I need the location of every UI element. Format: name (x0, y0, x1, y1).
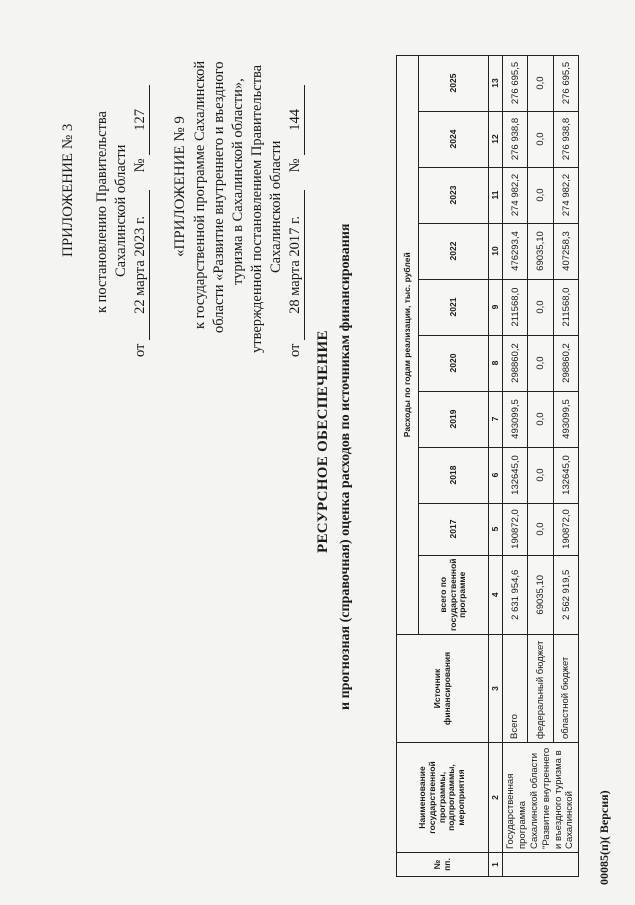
value-cell: 0,0 (528, 279, 553, 335)
header-year: 2025 (419, 55, 489, 111)
appendix9-title: «ПРИЛОЖЕНИЕ № 9 (172, 116, 188, 257)
col-number: 11 (489, 167, 503, 223)
col-number: 8 (489, 335, 503, 391)
source-cell: федеральный бюджет (528, 635, 553, 743)
appendix9-line4: утвержденной постановлением Правительства (249, 64, 265, 353)
resource-table (396, 55, 579, 877)
col-number: 12 (489, 111, 503, 167)
value-cell: 0,0 (528, 503, 553, 555)
col-number: 2 (489, 743, 503, 853)
header-year: 2019 (419, 391, 489, 447)
appendix9-line2: области «Развитие внутреннего и въездного (211, 61, 227, 333)
value-cell: 276 695,5 (553, 55, 578, 111)
value-cell: 0,0 (528, 335, 553, 391)
page-title: РЕСУРСНОЕ ОБЕСПЕЧЕНИЕ (315, 330, 331, 553)
value-cell: 2 562 919,5 (553, 555, 578, 634)
value-cell: 132645,0 (553, 447, 578, 503)
program-name: Государственная программа Сахалинской области "Развитие внутреннего и въездного туризма в Сахалинской (503, 743, 579, 853)
value-cell: 0,0 (528, 55, 553, 111)
value-cell: 211568,0 (503, 279, 528, 335)
row-num-cell (503, 853, 579, 877)
col-number: 7 (489, 391, 503, 447)
value-cell: 0,0 (528, 111, 553, 167)
header-expenses-group: Расходы по годам реализации, тыс. рублей (397, 55, 419, 634)
appendix9-from-label: от (287, 343, 303, 357)
value-cell: 298860,2 (503, 335, 528, 391)
value-cell: 211568,0 (553, 279, 578, 335)
value-cell: 0,0 (528, 447, 553, 503)
header-year: 2018 (419, 447, 489, 503)
appendix9-line5: Сахалинской области (268, 140, 284, 273)
header-year: 2023 (419, 167, 489, 223)
value-cell: 0,0 (528, 391, 553, 447)
value-cell: 132645,0 (503, 447, 528, 503)
col-number: 3 (489, 635, 503, 743)
appendix9-date-row (287, 85, 305, 357)
header-total: всего по государственной программе (419, 555, 489, 634)
col-number: 10 (489, 223, 503, 279)
appendix3-line2: Сахалинской области (113, 144, 129, 277)
appendix3-from-label: от (132, 343, 148, 357)
col-number: 4 (489, 555, 503, 634)
appendix3-date: 22 марта 2023 г. (132, 190, 150, 340)
value-cell: 274 982,2 (553, 167, 578, 223)
value-cell: 274 982,2 (503, 167, 528, 223)
value-cell: 2 631 954,6 (503, 555, 528, 634)
table-row (503, 55, 528, 876)
appendix9-line3: туризма в Сахалинской области», (230, 78, 246, 285)
appendix9-line1: к государственной программе Сахалинской (192, 60, 208, 329)
header-year: 2024 (419, 111, 489, 167)
header-year: 2022 (419, 223, 489, 279)
appendix3-date-row (132, 85, 150, 357)
header-num: № пп. (397, 853, 489, 877)
appendix9-number: 144 (287, 85, 305, 155)
value-cell: 493099,5 (503, 391, 528, 447)
value-cell: 0,0 (528, 167, 553, 223)
source-cell: областной бюджет (553, 635, 578, 743)
page-subtitle: и прогнозная (справочная) оценка расходов по источникам финансирования (338, 223, 353, 710)
col-number: 9 (489, 279, 503, 335)
appendix9-date: 28 марта 2017 г. (287, 190, 305, 340)
appendix3-number: 127 (132, 85, 150, 155)
value-cell: 407258,3 (553, 223, 578, 279)
value-cell: 190872,0 (553, 503, 578, 555)
header-source: Источник финансирования (397, 635, 489, 743)
col-number: 5 (489, 503, 503, 555)
value-cell: 276 695,5 (503, 55, 528, 111)
source-cell: Всего (503, 635, 528, 743)
header-year: 2017 (419, 503, 489, 555)
value-cell: 493099,5 (553, 391, 578, 447)
value-cell: 69035,10 (528, 555, 553, 634)
value-cell: 276 938,8 (503, 111, 528, 167)
version-footer: 00085(п)( Версия) (597, 790, 611, 885)
col-number: 1 (489, 853, 503, 877)
appendix3-title: ПРИЛОЖЕНИЕ № 3 (60, 123, 76, 257)
appendix9-no-label: № (287, 158, 303, 173)
value-cell: 476293,4 (503, 223, 528, 279)
header-year: 2020 (419, 335, 489, 391)
col-number: 13 (489, 55, 503, 111)
col-number: 6 (489, 447, 503, 503)
header-year: 2021 (419, 279, 489, 335)
value-cell: 69035,10 (528, 223, 553, 279)
appendix3-line1: к постановлению Правительства (94, 111, 110, 313)
value-cell: 276 938,8 (553, 111, 578, 167)
appendix3-no-label: № (132, 158, 148, 173)
value-cell: 190872,0 (503, 503, 528, 555)
value-cell: 298860,2 (553, 335, 578, 391)
header-name: Наименование государственной программы, подпрограммы, мероприятия (397, 743, 489, 853)
